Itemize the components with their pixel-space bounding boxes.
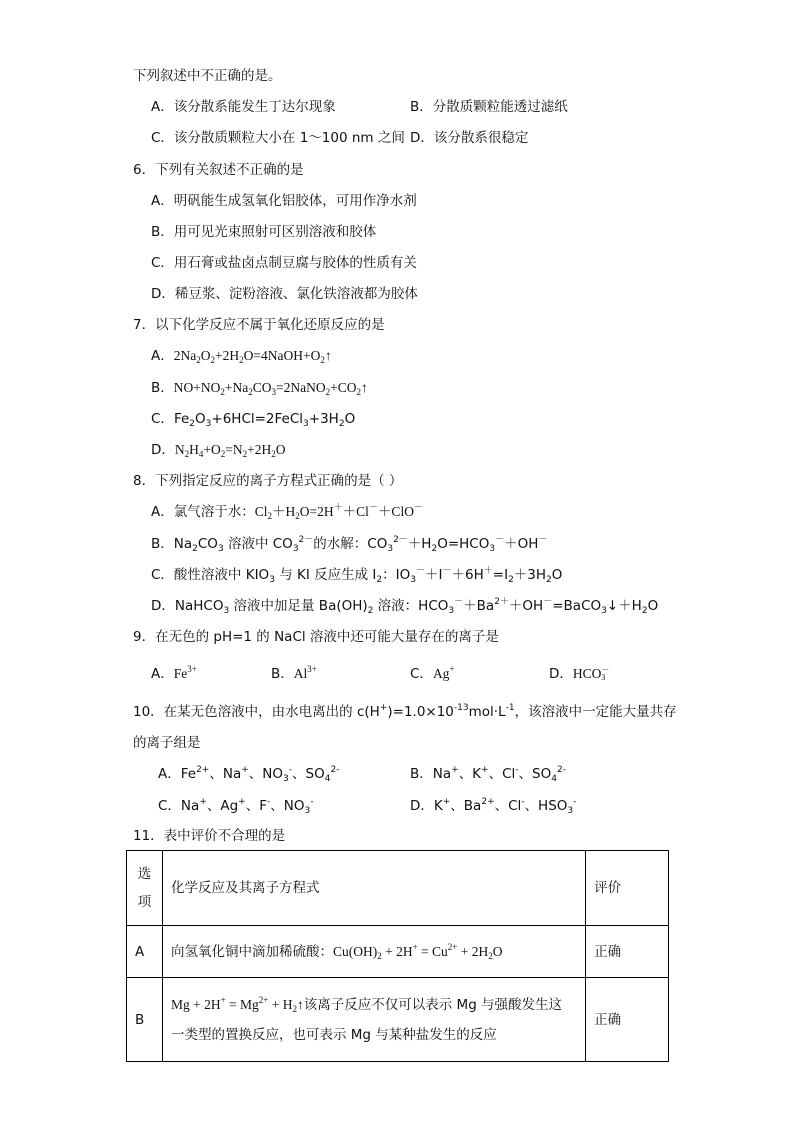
table-row bbox=[127, 978, 669, 1062]
q7-stem: 7．以下化学反应不属于氧化还原反应的是 bbox=[133, 317, 385, 333]
q7-option-a-label: A． bbox=[151, 348, 174, 364]
header-reaction: 化学反应及其离子方程式 bbox=[162, 851, 585, 926]
row-a-evaluation: 正确 bbox=[586, 926, 669, 978]
q10-stem-part1: 10．在某无色溶液中，由水电离出的 c(H bbox=[133, 704, 380, 720]
q9-option-b bbox=[271, 664, 317, 684]
q5-option-d: D．该分散系很稳定 bbox=[410, 130, 529, 146]
q8-option-c-label: C．酸性溶液中 KIO bbox=[151, 567, 270, 583]
q6-option-c: C．用石膏或盐卤点制豆腐与胶体的性质有关 bbox=[151, 255, 417, 271]
q8-option-c bbox=[151, 565, 562, 585]
q11-stem: 11．表中评价不合理的是 bbox=[133, 828, 286, 844]
q8-option-d-equation: NaHCO$_3$ 溶液中加足量 $Ba(OH)_2$ 溶液：$HCO_3^-+Ba^{2+}+OH^-=BaCO_3↓+H_2O$ bbox=[174, 597, 659, 616]
row-a-option: A bbox=[127, 926, 163, 978]
q6-option-a: A．明矾能生成氢氧化铝胶体，可用作净水剂 bbox=[151, 193, 417, 209]
q10-option-b: B．Na+、K+、Cl-、$SO_4^{2-}$ bbox=[410, 765, 566, 784]
q10-option-c: C．Na+、Ag+、F-、$NO_3^-$ bbox=[158, 797, 314, 816]
header-evaluation: 评价 bbox=[586, 851, 669, 926]
q5-option-c: C．该分散质颗粒大小在 1～100 nm 之间 bbox=[151, 130, 405, 146]
q10-stem-line1: 10．在某无色溶液中，由水电离出的 $c(H^+)=1.0\times 10^{-13}mol\cdot L^{-1}$，该溶液中一定能大量共存 bbox=[133, 703, 677, 720]
q7-option-a-equation: $2Na_2O_2+2H_2O=4NaOH+O_2↑$ bbox=[173, 348, 332, 365]
table-header-row bbox=[127, 851, 669, 926]
q9-option-b-label: B． bbox=[271, 666, 294, 682]
q8-option-b bbox=[151, 534, 547, 554]
row-b-reaction bbox=[162, 978, 585, 1062]
q9-stem: 9．在无色的 pH=1 的 NaCl 溶液中还可能大量存在的离子是 bbox=[133, 629, 499, 645]
q8-option-d bbox=[151, 596, 658, 616]
row-b-equation: $Mg + 2H^+ = Mg^{2+}$ + $H_2↑$ bbox=[170, 994, 304, 1014]
q8-option-a-label: A．氯气溶于水： bbox=[151, 504, 255, 520]
q9-option-b-ion: $Al^{3+}$ bbox=[293, 664, 317, 681]
row-b-text-b: 一类型的置换反应，也可表示 Mg 与某种盐发生的反应 bbox=[170, 1026, 497, 1043]
q7-option-b-equation: $NO+NO_2+Na_2CO_3=2NaNO_2+CO_2↑$ bbox=[173, 380, 368, 397]
q7-option-d-equation: $N_2H_4+O_2=N_2+2H_2O$ bbox=[174, 442, 286, 459]
q7-option-d-label: D． bbox=[151, 442, 175, 458]
row-a-equation: $Cu(OH)_2 + 2H^+ = Cu^{2+} + 2H_2O$ bbox=[332, 941, 503, 961]
q9-option-a-ion: $Fe^{3+}$ bbox=[173, 664, 197, 681]
row-b-text-a: 该离子反应不仅可以表示 Mg 与强酸发生这 bbox=[303, 996, 563, 1013]
header-option: 选项 bbox=[127, 851, 163, 926]
q7-option-c-equation: $Fe_2O_3+6HCl=2FeCl_3+3H_2O$ bbox=[173, 411, 356, 429]
q6-stem: 6．下列有关叙述不正确的是 bbox=[133, 162, 304, 178]
q10-option-a: A．$Fe^{2+}$、Na+、$NO_3^-$、$SO_4^{2-}$ bbox=[158, 765, 340, 784]
q8-option-a bbox=[151, 502, 423, 522]
q7-option-a bbox=[151, 346, 332, 366]
q9-option-d bbox=[549, 664, 609, 684]
q6-option-d: D．稀豆浆、淀粉溶液、氯化铁溶液都为胶体 bbox=[151, 286, 418, 302]
table-row bbox=[127, 926, 669, 978]
q9-option-c-ion: Ag+ bbox=[432, 664, 455, 681]
row-a-text: 向氢氧化铜中滴加稀硫酸： bbox=[170, 943, 333, 960]
q10-stem-part2: )=1.0×10 bbox=[387, 704, 454, 720]
row-b-option: B bbox=[127, 978, 163, 1062]
evaluation-table bbox=[126, 850, 669, 1062]
q7-option-b bbox=[151, 378, 368, 398]
q8-stem: 8．下列指定反应的离子方程式正确的是（ ） bbox=[133, 473, 403, 489]
q9-option-a-label: A． bbox=[151, 666, 174, 682]
q9-option-a bbox=[151, 664, 197, 684]
q5-stem-tail: 下列叙述中不正确的是。 bbox=[133, 68, 282, 84]
q9-option-d-label: D． bbox=[549, 666, 573, 682]
q10-stem-part4: ，该溶液中一定能大量共存 bbox=[514, 704, 677, 720]
q8-option-b-label: B． bbox=[151, 536, 174, 552]
q8-option-b-equation: $Na_2CO_3$ 溶液中 $CO_3^{2-}$的水解：$CO_3^{2-}+H_2O=HCO_3^-+OH^-$ bbox=[173, 535, 548, 554]
q9-option-c bbox=[410, 664, 455, 684]
q7-option-c bbox=[151, 409, 355, 429]
q9-option-d-ion: HCO－ 3 bbox=[572, 665, 610, 682]
q8-option-a-equation: $Cl_2+H_2O=2H^++Cl^-+ClO^-$ bbox=[254, 502, 423, 521]
q8-option-d-label: D． bbox=[151, 598, 175, 614]
q6-option-b: B．用可见光束照射可区别溶液和胶体 bbox=[151, 224, 377, 240]
q7-option-d bbox=[151, 440, 286, 460]
row-a-reaction bbox=[162, 926, 585, 978]
q10-stem-part3: mol·L bbox=[468, 704, 506, 720]
q7-option-c-label: C． bbox=[151, 411, 174, 427]
row-b-evaluation: 正确 bbox=[586, 978, 669, 1062]
q10-option-d: D．K+、$Ba^{2+}$、Cl-、$HSO_3^-$ bbox=[410, 797, 577, 816]
q7-option-b-label: B． bbox=[151, 380, 174, 396]
q5-option-b: B．分散质颗粒能透过滤纸 bbox=[410, 99, 568, 115]
q8-option-c-equation: $_3$ 与 KI 反应生成 $I_2$：$IO_3^-+I^-+6H^+=I_2+3H_2O$ bbox=[269, 566, 563, 585]
q9-option-c-label: C． bbox=[410, 666, 433, 682]
q10-stem-line2: 的离子组是 bbox=[133, 735, 201, 751]
q5-option-a: A．该分散系能发生丁达尔现象 bbox=[151, 99, 336, 115]
